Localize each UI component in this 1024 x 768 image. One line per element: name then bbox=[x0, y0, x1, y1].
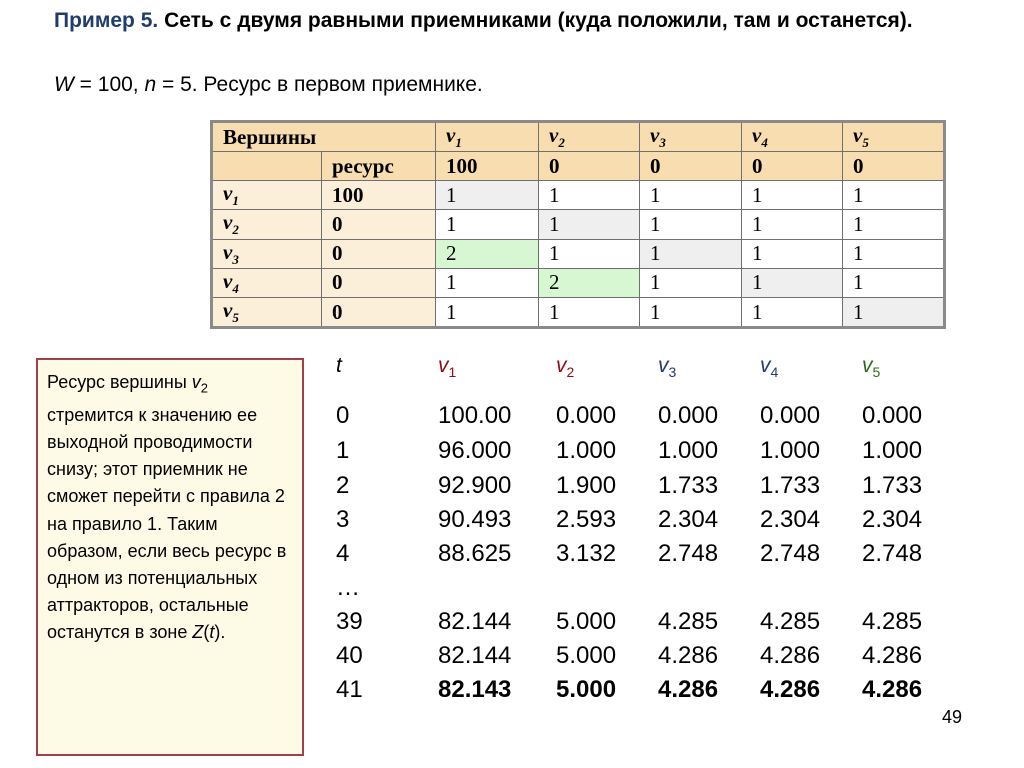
dynamics-value: 82.144 bbox=[438, 608, 512, 635]
column-header bbox=[742, 122, 843, 152]
table-header-row bbox=[212, 122, 945, 152]
dynamics-value: 1.000 bbox=[658, 437, 719, 464]
column-header-sub: 1 bbox=[455, 135, 462, 151]
dynamics-value: 1.000 bbox=[760, 437, 821, 464]
dynamics-value: 5.000 bbox=[556, 608, 617, 635]
dynamics-value: 0.000 bbox=[658, 402, 719, 429]
dynamics-value: 82.144 bbox=[438, 642, 512, 669]
row-label-letter: v bbox=[223, 181, 233, 206]
dynamics-value: 3.132 bbox=[556, 540, 617, 567]
w-value: = 100, bbox=[73, 73, 145, 96]
dynamics-value: 0.000 bbox=[862, 402, 923, 429]
dynamics-header-v bbox=[438, 354, 456, 380]
resource-value: 0 bbox=[742, 152, 843, 181]
table-cell: 1 bbox=[539, 181, 640, 210]
column-header-letter: v bbox=[853, 123, 863, 147]
table-cell: 1 bbox=[640, 210, 742, 239]
table-corner-label: Вершины bbox=[212, 122, 436, 152]
row-label-letter: v bbox=[223, 297, 233, 322]
dynamics-value: 90.493 bbox=[438, 506, 512, 533]
table-cell: 1 bbox=[539, 297, 640, 327]
dynamics-value: 5.000 bbox=[556, 676, 617, 703]
table-cell: 1 bbox=[539, 239, 640, 268]
row-label bbox=[212, 268, 322, 297]
resource-value: 100 bbox=[436, 152, 539, 181]
table-resource-label: ресурс bbox=[322, 152, 436, 181]
table-resource-row bbox=[212, 152, 945, 181]
row-resource: 0 bbox=[322, 239, 436, 268]
dynamics-value: 1.733 bbox=[760, 472, 821, 499]
table-cell: 2 bbox=[436, 239, 539, 268]
column-header-letter: v bbox=[650, 123, 660, 147]
table-cell: 1 bbox=[436, 210, 539, 239]
n-variable: n bbox=[144, 73, 157, 96]
dynamics-value: 1.733 bbox=[658, 472, 719, 499]
slide-subtitle bbox=[54, 72, 483, 98]
resource-value: 0 bbox=[640, 152, 742, 181]
dynamics-value: 2.748 bbox=[658, 540, 719, 567]
dynamics-t-value: … bbox=[336, 574, 360, 601]
row-label-sub: 5 bbox=[232, 310, 239, 326]
table-cell: 1 bbox=[742, 181, 843, 210]
row-label-letter: v bbox=[223, 239, 233, 264]
dynamics-value: 0.000 bbox=[760, 402, 821, 429]
row-label bbox=[212, 239, 322, 268]
slide-title-lead: Пример 5. bbox=[54, 9, 159, 32]
dynamics-header-v-sub: 4 bbox=[770, 364, 779, 381]
dynamics-header-v-sub: 5 bbox=[872, 364, 881, 381]
column-header-sub: 2 bbox=[558, 135, 565, 151]
table-cell: 2 bbox=[539, 268, 640, 297]
dynamics-value: 2.748 bbox=[760, 540, 821, 567]
column-header bbox=[539, 122, 640, 152]
dynamics-value: 4.286 bbox=[658, 676, 719, 703]
dynamics-header-v bbox=[556, 354, 574, 380]
dynamics-value: 4.286 bbox=[862, 642, 923, 669]
row-resource: 0 bbox=[322, 210, 436, 239]
note-paren-close: ). bbox=[214, 622, 226, 643]
dynamics-value: 1.900 bbox=[556, 472, 617, 499]
table-cell: 1 bbox=[742, 297, 843, 327]
page-number: 49 bbox=[942, 707, 963, 727]
table-cell: 1 bbox=[640, 181, 742, 210]
dynamics-header-v-sub: 2 bbox=[566, 364, 575, 381]
column-header bbox=[843, 122, 945, 152]
dynamics-value: 4.285 bbox=[658, 608, 719, 635]
table-cell: 1 bbox=[742, 239, 843, 268]
dynamics-header-v-letter: v bbox=[438, 354, 449, 377]
column-header-sub: 4 bbox=[761, 135, 768, 151]
dynamics-value: 0.000 bbox=[556, 402, 617, 429]
row-resource: 0 bbox=[322, 268, 436, 297]
note-box bbox=[36, 358, 304, 756]
dynamics-value: 4.285 bbox=[862, 608, 923, 635]
table-cell: 1 bbox=[742, 268, 843, 297]
column-header-letter: v bbox=[549, 123, 559, 147]
dynamics-value: 100.00 bbox=[438, 402, 512, 429]
note-vertex-sub: 2 bbox=[200, 380, 209, 396]
column-header bbox=[640, 122, 742, 152]
dynamics-value: 2.748 bbox=[862, 540, 923, 567]
table-row bbox=[212, 297, 945, 327]
dynamics-value: 1.733 bbox=[862, 472, 923, 499]
dynamics-header-v-letter: v bbox=[862, 354, 873, 377]
dynamics-value: 4.286 bbox=[862, 676, 923, 703]
row-label-sub: 2 bbox=[232, 222, 239, 238]
dynamics-t-value: 0 bbox=[336, 402, 350, 429]
dynamics-value: 4.286 bbox=[760, 642, 821, 669]
dynamics-t-value: 41 bbox=[336, 676, 363, 703]
slide-title bbox=[54, 6, 994, 36]
dynamics-value: 2.304 bbox=[760, 506, 821, 533]
dynamics-value: 4.286 bbox=[760, 676, 821, 703]
column-header-letter: v bbox=[752, 123, 762, 147]
dynamics-value: 4.285 bbox=[760, 608, 821, 635]
dynamics-header-v bbox=[862, 354, 880, 380]
note-text-2: стремится к значению ее выходной проводимости снизу; этот приемник не сможет перейти с правила 2 на правило 1. Таким образом, если весь ресурс в одном из потенциальных аттракторов, остальные останутся в зоне bbox=[47, 404, 287, 643]
w-variable: W bbox=[54, 73, 74, 96]
note-text-1: Ресурс вершины bbox=[47, 372, 192, 392]
n-value: = 5. Ресурс в первом приемнике. bbox=[156, 73, 483, 96]
dynamics-header-v-letter: v bbox=[658, 354, 669, 377]
table-cell: 1 bbox=[640, 268, 742, 297]
table-row bbox=[212, 239, 945, 268]
row-label-sub: 1 bbox=[232, 193, 239, 209]
table-cell: 1 bbox=[640, 297, 742, 327]
dynamics-header-v bbox=[658, 354, 676, 380]
table-cell: 1 bbox=[843, 210, 945, 239]
dynamics-t-value: 4 bbox=[336, 540, 350, 567]
dynamics-header-v bbox=[760, 354, 778, 380]
dynamics-value: 1.000 bbox=[556, 437, 617, 464]
row-label bbox=[212, 297, 322, 327]
dynamics-value: 5.000 bbox=[556, 642, 617, 669]
table-cell: 1 bbox=[843, 181, 945, 210]
dynamics-value: 2.593 bbox=[556, 506, 617, 533]
dynamics-value: 96.000 bbox=[438, 437, 512, 464]
dynamics-t-value: 39 bbox=[336, 608, 363, 635]
row-label-letter: v bbox=[223, 268, 233, 293]
table-row bbox=[212, 210, 945, 239]
dynamics-t-value: 2 bbox=[336, 472, 350, 499]
dynamics-header-v-letter: v bbox=[556, 354, 567, 377]
table-cell: 1 bbox=[640, 239, 742, 268]
row-label-letter: v bbox=[223, 210, 233, 235]
dynamics-header-t: t bbox=[336, 354, 342, 377]
table-row bbox=[212, 181, 945, 210]
row-resource: 100 bbox=[322, 181, 436, 210]
dynamics-header-v-letter: v bbox=[760, 354, 771, 377]
incidence-table bbox=[210, 120, 946, 329]
table-cell: 1 bbox=[436, 297, 539, 327]
dynamics-t-value: 3 bbox=[336, 506, 350, 533]
row-label-sub: 4 bbox=[232, 280, 239, 296]
column-header-sub: 5 bbox=[862, 135, 869, 151]
table-resource-spacer bbox=[212, 152, 322, 181]
table-row bbox=[212, 268, 945, 297]
dynamics-t-value: 1 bbox=[336, 437, 350, 464]
dynamics-value: 88.625 bbox=[438, 540, 512, 567]
dynamics-value: 2.304 bbox=[862, 506, 923, 533]
table-cell: 1 bbox=[843, 239, 945, 268]
table-cell: 1 bbox=[436, 181, 539, 210]
column-header-letter: v bbox=[446, 123, 456, 147]
dynamics-value: 4.286 bbox=[658, 642, 719, 669]
note-vertex-var: v bbox=[191, 372, 201, 392]
table-cell: 1 bbox=[843, 297, 945, 327]
note-z-var: Z bbox=[192, 622, 204, 643]
dynamics-header-v-sub: 1 bbox=[448, 364, 457, 381]
slide-title-text: Сеть с двумя равными приемниками (куда положили, там и останется). bbox=[164, 9, 913, 32]
dynamics-value: 2.304 bbox=[658, 506, 719, 533]
row-label-sub: 3 bbox=[232, 251, 239, 267]
dynamics-header-v-sub: 3 bbox=[668, 364, 677, 381]
table-cell: 1 bbox=[436, 268, 539, 297]
dynamics-value: 1.000 bbox=[862, 437, 923, 464]
dynamics-value: 92.900 bbox=[438, 472, 512, 499]
row-label bbox=[212, 210, 322, 239]
resource-value: 0 bbox=[539, 152, 640, 181]
table-cell: 1 bbox=[539, 210, 640, 239]
resource-value: 0 bbox=[843, 152, 945, 181]
row-resource: 0 bbox=[322, 297, 436, 327]
note-paren-open: ( bbox=[203, 622, 210, 643]
table-cell: 1 bbox=[843, 268, 945, 297]
dynamics-t-value: 40 bbox=[336, 642, 363, 669]
row-label bbox=[212, 181, 322, 210]
column-header bbox=[436, 122, 539, 152]
note-t-var: t bbox=[209, 622, 215, 643]
column-header-sub: 3 bbox=[659, 135, 666, 151]
table-cell: 1 bbox=[742, 210, 843, 239]
dynamics-value: 82.143 bbox=[438, 676, 512, 703]
